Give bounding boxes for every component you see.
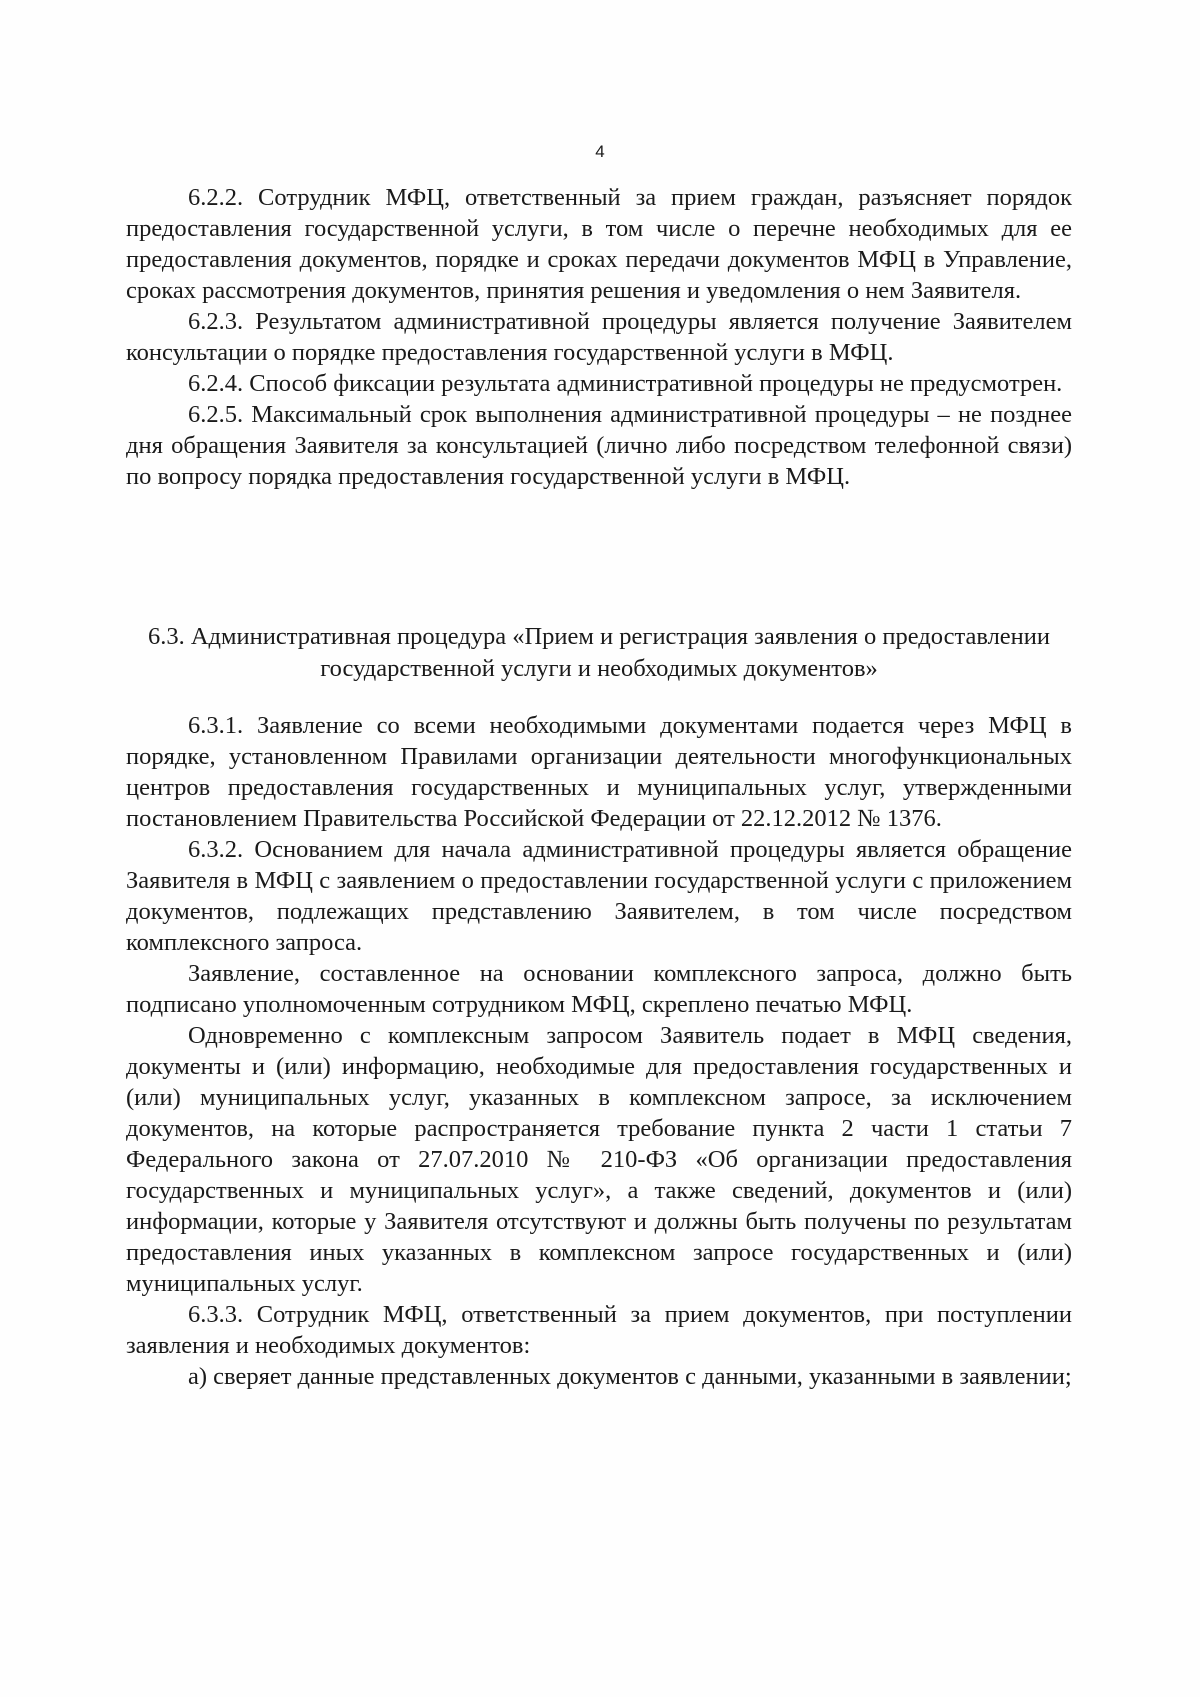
page-number: 4 <box>595 142 605 161</box>
paragraph-6-3-3: 6.3.3. Сотрудник МФЦ, ответственный за прием документов, при поступлении заявления и необходимых документов: <box>126 1301 1072 1359</box>
paragraph-6-2-2: 6.2.2. Сотрудник МФЦ, ответственный за прием граждан, разъясняет порядок предоставления государственной услуги, в том числе о перечне необходимых для ее предоставления документов, порядке и сроках передачи документов МФЦ в Управление, сроках рассмотрения документов, принятия решения и уведомления о нем Заявителя. <box>126 184 1072 304</box>
paragraph-6-2-4: 6.2.4. Способ фиксации результата административной процедуры не предусмотрен. <box>188 370 1063 397</box>
paragraph-item-a: а) сверяет данные представленных документов с данными, указанными в заявлении; <box>188 1363 1072 1390</box>
section-6-3-text <box>126 710 1072 1392</box>
paragraph-6-3-2: 6.3.2. Основанием для начала административной процедуры является обращение Заявителя в МФЦ с заявлением о предоставлении государственной услуги с приложением документов, подлежащих представлению Заявителем, в том числе посредством комплексного запроса. <box>126 836 1072 956</box>
paragraph-complex-request-signature: Заявление, составленное на основании комплексного запроса, должно быть подписано уполномоченным сотрудником МФЦ, скреплено печатью МФЦ. <box>126 960 1072 1018</box>
paragraph-6-2-3: 6.2.3. Результатом административной процедуры является получение Заявителем консультации о порядке предоставления государственной услуги в МФЦ. <box>126 308 1072 366</box>
paragraph-6-3-1: 6.3.1. Заявление со всеми необходимыми документами подается через МФЦ в порядке, установленном Правилами организации деятельности многофункциональных центров предоставления государственных и муниципальных услуг, утвержденными постановлением Правительства Российской Федерации от 22.12.2012 № 1376. <box>126 712 1072 832</box>
section-6-2-text <box>126 182 1072 492</box>
paragraph-complex-request-documents: Одновременно с комплексным запросом Заявитель подает в МФЦ сведения, документы и (или) информацию, необходимые для предоставления государственных и (или) муниципальных услуг, указанных в комплексном запросе, за исключением документов, на которые распространяется требование пункта 2 части 1 статьи 7 Федерального закона от 27.07.2010 № 210-ФЗ «Об организации предоставления государственных и муниципальных услуг», а также сведений, документов и (или) информации, которые у Заявителя отсутствуют и должны быть получены по результатам предоставления иных указанных в комплексном запросе государственных и (или) муниципальных услуг. <box>126 1022 1072 1297</box>
paragraph-6-2-5: 6.2.5. Максимальный срок выполнения административной процедуры – не позднее дня обращения Заявителя за консультацией (лично либо посредством телефонной связи) по вопросу порядка предоставления государственной услуги в МФЦ. <box>126 401 1072 490</box>
section-6-3-heading: 6.3. Административная процедура «Прием и регистрация заявления о предоставлении государственной услуги и необходимых документов» <box>147 623 1051 682</box>
